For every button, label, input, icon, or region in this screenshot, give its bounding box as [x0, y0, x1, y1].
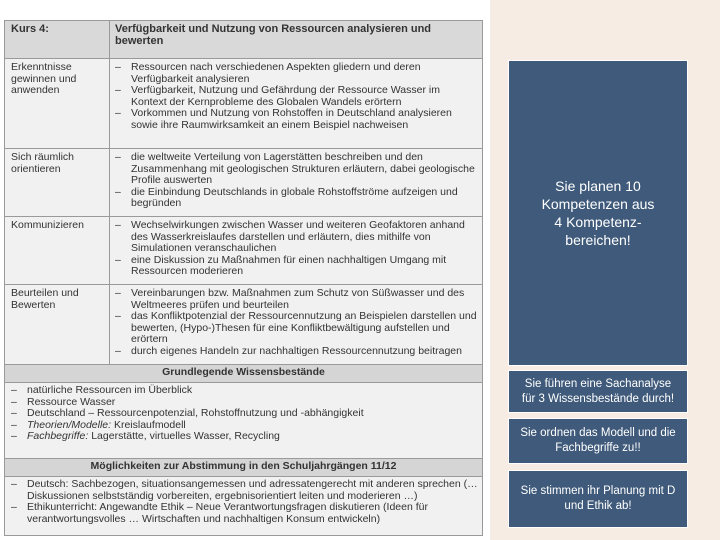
- list-item: – durch eigenes Handeln zur nachhaltigen Ressourcennutzung beitragen: [115, 344, 462, 357]
- row-label: Erkenntnisse gewinnen und anwenden: [11, 61, 77, 97]
- callout-kompetenzen: Sie planen 10 Kompetenzen aus 4 Kompetenz-bereichen!: [508, 60, 688, 366]
- course-number: Kurs 4:: [11, 23, 49, 35]
- list-item: – Theorien/Modelle: Kreislaufmodell: [11, 418, 186, 431]
- list-item: – Vorkommen und Nutzung von Rohstoffen in Deutschland analysieren sowie ihre Raumwirksamkeit an einem Beispiel nachweisen: [115, 107, 452, 131]
- list-item: – Wechselwirkungen zwischen Wasser und weiteren Geofaktoren anhand des Wasserkreislaufes darstellen und erläutern, dies mithilfe von Simulationen veranschaulichen: [115, 219, 465, 255]
- competence-row-kommunizieren: [5, 217, 482, 285]
- list-item: – Deutschland – Ressourcenpotenzial, Rohstoffnutzung und -abhängigkeit: [11, 407, 364, 420]
- list-item: – natürliche Ressourcen im Überblick: [11, 384, 193, 396]
- competence-row-erkenntnisse: [5, 59, 482, 149]
- curriculum-document: [4, 20, 483, 536]
- callout-modell: Sie ordnen das Modell und die Fachbegriffe zu!!: [508, 418, 688, 464]
- list-item: – eine Diskussion zu Maßnahmen für einen nachhaltigen Umgang mit Ressourcen moderieren: [115, 253, 447, 278]
- list-item: – Ressourcen nach verschiedenen Aspekten gliedern und deren Verfügbarkeit analysieren: [115, 61, 421, 85]
- list-item: – die Einbindung Deutschlands in globale Rohstoffströme aufzeigen und begründen: [115, 185, 458, 210]
- wissen-list: [5, 383, 482, 459]
- callout-abstimmung: Sie stimmen ihr Planung mit D und Ethik ab!: [508, 470, 688, 528]
- list-item: – Vereinbarungen bzw. Maßnahmen zum Schutz von Süßwasser und des Weltmeeres prüfen und beurteilen: [115, 287, 465, 311]
- row-label: Kommunizieren: [11, 219, 84, 231]
- competence-row-orientieren: [5, 149, 482, 217]
- abstimmung-list: [5, 477, 482, 535]
- row-label: Sich räumlich orientieren: [11, 151, 75, 175]
- list-item: – Fachbegriffe: Lagerstätte, virtuelles Wasser, Recycling: [11, 430, 280, 443]
- list-item: – die weltweite Verteilung von Lagerstätten beschreiben und den Zusammenhang mit geologischen Strukturen erläutern, dabei geologische Profile auswerten: [115, 151, 475, 187]
- competence-row-beurteilen: [5, 285, 482, 365]
- list-item: – das Konfliktpotenzial der Ressourcennutzung an Beispielen darstellen und bewerten, (Hypo-)Thesen für eine Konfliktbewältigung aufstellen und erörtern: [115, 310, 477, 346]
- course-title: Verfügbarkeit und Nutzung von Ressourcen analysieren und bewerten: [115, 23, 432, 47]
- abstimmung-heading: Möglichkeiten zur Abstimmung in den Schuljahrgängen 11/12: [5, 459, 482, 477]
- list-item: – Deutsch: Sachbezogen, situationsangemessen und adressatengerecht mit anderen sprechen (… Diskussionen selbstständig vorbereiten, ergebnisorientiert leiten und moderieren …): [11, 478, 478, 502]
- list-item: – Ethikunterricht: Angewandte Ethik – Neue Verantwortungsfragen diskutieren (Ideen für verantwortungsvolles … Wirtschaften und nachhaltigen Konsum entwickeln): [11, 501, 428, 525]
- list-item: – Ressource Wasser: [11, 395, 116, 408]
- row-label: Beurteilen und Bewerten: [11, 287, 79, 311]
- callout-sachanalyse: Sie führen eine Sachanalyse für 3 Wissensbestände durch!: [508, 370, 688, 413]
- list-item: – Verfügbarkeit, Nutzung und Gefährdung der Ressource Wasser im Kontext der Kernprobleme des Globalen Wandels erörtern: [115, 84, 440, 108]
- course-header: [5, 21, 482, 59]
- wissen-heading: Grundlegende Wissensbestände: [5, 365, 482, 383]
